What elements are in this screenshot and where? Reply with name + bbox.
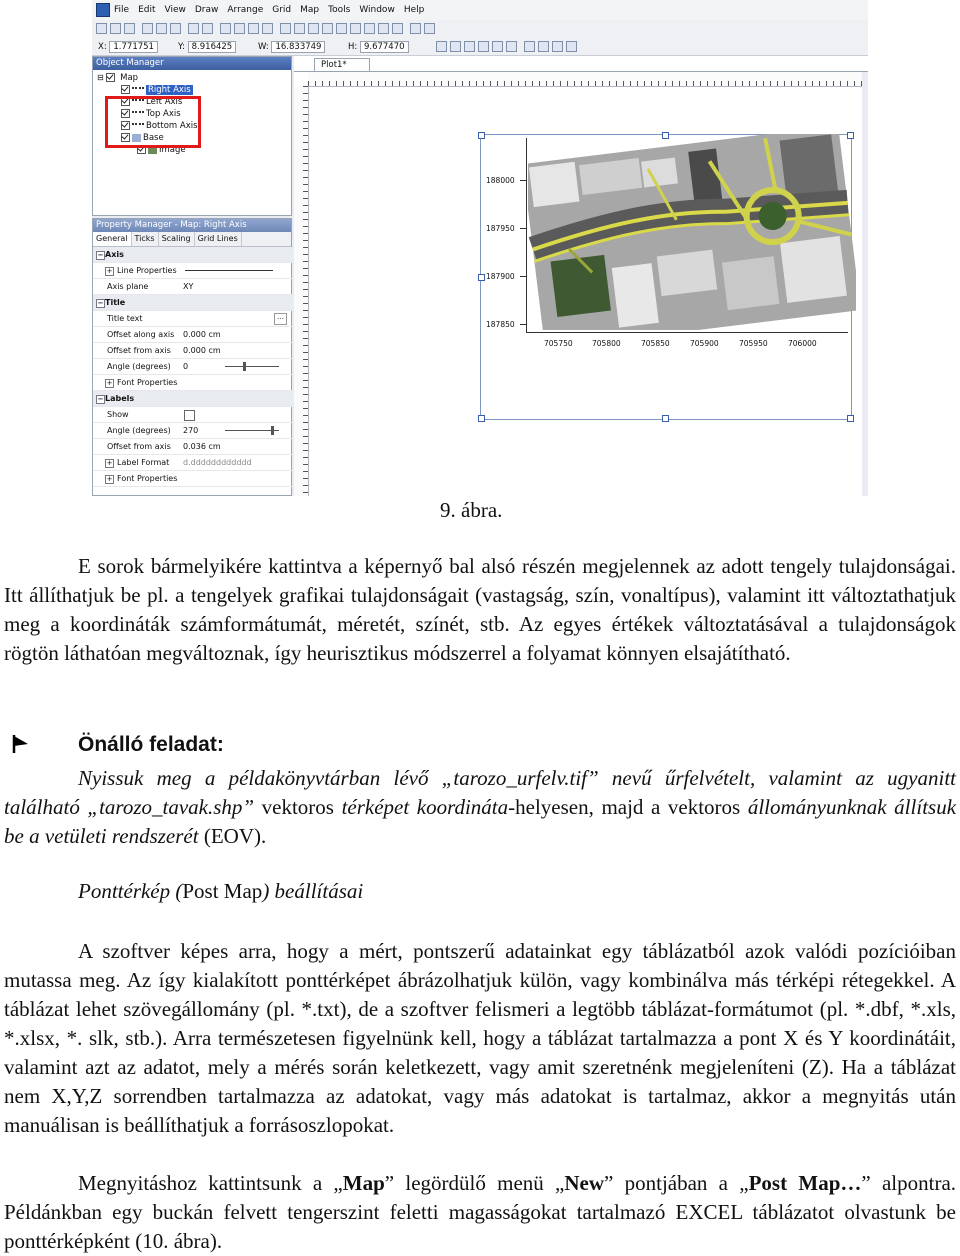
- image-map-icon[interactable]: [336, 23, 347, 34]
- task-text-part: Nyissuk meg a példakönyvtárban lévő „tarozo_urfelv.tif” nevű űrfelvételt, valamint az ugyanitt található „tarozo_tavak.shp”: [4, 766, 956, 819]
- ungroup-icon[interactable]: [538, 41, 549, 52]
- w-value-field[interactable]: 16.833749: [271, 41, 325, 53]
- scrollbar-gutter: [862, 72, 868, 496]
- expand-icon[interactable]: +: [106, 267, 113, 275]
- object-manager-title: Object Manager: [93, 57, 291, 70]
- expand-icon[interactable]: +: [106, 459, 113, 467]
- paragraph-axis-properties: E sorok bármelyikére kattintva a képernyő bal alsó részén megjelennek az adott tengely tulajdonságai. Itt állíthatjuk be pl. a tengelyek grafikai tulajdonságait (vastagság, szín, vonaltípus), valamint itt változtathatjuk meg a koordináták számformátumát, méretét, színét, stb. Az egyes értékek változtatásával a tulajdonságok rögtön láthatóan megváltoznak, így heurisztikus módszerrel a folyamat könnyen elsajátítható.: [4, 554, 956, 665]
- zoom-fit-icon[interactable]: [262, 23, 273, 34]
- tree-item-right-axis[interactable]: Right Axis: [121, 84, 193, 96]
- text-part: ” legördülő menü „: [384, 1171, 565, 1195]
- x-tick-label: 705850: [641, 339, 670, 348]
- base-map-icon[interactable]: [308, 23, 319, 34]
- y-tick-label: 187900: [486, 272, 515, 281]
- prop-offset-along-axis[interactable]: Offset along axis 0.000 cm: [93, 327, 293, 343]
- overlay-icon[interactable]: [410, 23, 421, 34]
- prop-show[interactable]: Show: [93, 407, 293, 423]
- category-title[interactable]: − Title: [93, 295, 293, 311]
- resize-handle[interactable]: [478, 274, 485, 281]
- task-text-part: -helyesen, majd a vektoros: [508, 795, 748, 819]
- x-tick-label: 705800: [592, 339, 621, 348]
- menu-bar: [92, 0, 868, 21]
- property-manager-title: Property Manager - Map: Right Axis: [93, 219, 291, 232]
- collapse-icon[interactable]: −: [97, 299, 104, 307]
- w-label: W:: [258, 42, 269, 52]
- copy-icon[interactable]: [156, 23, 167, 34]
- align-bottom-icon[interactable]: [506, 41, 517, 52]
- resize-handle[interactable]: [662, 415, 669, 422]
- new-icon[interactable]: [96, 23, 107, 34]
- text-part: ” pontjában a „: [604, 1171, 749, 1195]
- paragraph-post-map: A szoftver képes arra, hogy a mért, pontszerű adatainkat egy táblázatból azok valódi pozícióiban mutassa meg. Az így kialakított ponttérképet ábrázolhatjuk külön, vagy kombinálva más térképi rétegekkel. A táblázat lehet szövegállomány (pl. *.txt), de a szoftver felismeri a legtöbb táblázat-formátumot (pl. *.dbf, *.xls, *.xlsx, *. slk, stb.). Arra természetesen figyelnünk kell, hogy a táblázat tartalmazza a pont X és Y koordinátáit, valamint azt az adatot, mely a mérés során keletkezett, vagy amit szeretnénk megjeleníteni (Z). Ha a táblázat nem X,Y,Z sorrendben tartalmazza az adatokat, vagy más adatokat is tartalmaz, akkor a megnyitás után manuálisan is beállíthatjuk a forrásoszlopokat.: [4, 939, 956, 1137]
- menu-window[interactable]: Window: [359, 5, 395, 15]
- prop-offset-from-axis[interactable]: Offset from axis 0.000 cm: [93, 343, 293, 359]
- post-map-heading: [78, 879, 363, 904]
- contour-map-icon[interactable]: [294, 23, 305, 34]
- text-part: Megnyitáshoz kattintsunk a „: [78, 1171, 343, 1195]
- menu-file[interactable]: File: [114, 5, 130, 15]
- prop-label-font[interactable]: + Font Properties: [93, 471, 293, 487]
- checkbox[interactable]: [106, 73, 115, 82]
- prop-line-properties[interactable]: + Line Properties: [93, 263, 293, 279]
- zoom-out-icon[interactable]: [248, 23, 259, 34]
- select-icon[interactable]: [220, 23, 231, 34]
- y-coordinate: [178, 41, 236, 53]
- front-icon[interactable]: [552, 41, 563, 52]
- left-axis-line: [526, 138, 527, 332]
- tree-item-bottom-axis[interactable]: Bottom Axis: [121, 120, 198, 132]
- menu-edit[interactable]: Edit: [138, 5, 156, 15]
- align-right-icon[interactable]: [464, 41, 475, 52]
- menu-grid[interactable]: Grid: [272, 5, 292, 15]
- prop-title-text[interactable]: Title text …: [93, 311, 293, 327]
- resize-handle[interactable]: [478, 132, 485, 139]
- x-tick-label: 706000: [788, 339, 817, 348]
- task-text-part: térképet koordináta: [341, 795, 509, 819]
- cut-icon[interactable]: [142, 23, 153, 34]
- y-label: Y:: [178, 42, 185, 52]
- h-coordinate: [348, 41, 409, 53]
- collapse-icon[interactable]: ⊟: [97, 73, 104, 82]
- tree-item-left-axis[interactable]: Left Axis: [121, 96, 182, 108]
- grid-data-icon[interactable]: [280, 23, 291, 34]
- align-center-icon[interactable]: [450, 41, 461, 52]
- back-icon[interactable]: [566, 41, 577, 52]
- prop-title-font[interactable]: + Font Properties: [93, 375, 293, 391]
- expand-icon[interactable]: +: [106, 379, 113, 387]
- collapse-icon[interactable]: −: [97, 251, 104, 259]
- y-tick-label: 187950: [486, 224, 515, 233]
- ellipsis-button[interactable]: …: [274, 313, 287, 325]
- y-tick-label: 188000: [486, 176, 515, 185]
- tab-ticks[interactable]: Ticks: [132, 232, 159, 246]
- group-icon[interactable]: [524, 41, 535, 52]
- expand-icon[interactable]: +: [106, 475, 113, 483]
- axis-icon: [132, 87, 144, 92]
- menu-arrange[interactable]: Arrange: [227, 5, 264, 15]
- align-left-icon[interactable]: [436, 41, 447, 52]
- tab-plot1[interactable]: Plot1*: [314, 58, 370, 71]
- prop-title-angle[interactable]: Angle (degrees) 0: [93, 359, 293, 375]
- task-text-part: vektoros: [254, 795, 342, 819]
- collapse-icon[interactable]: −: [97, 395, 104, 403]
- bottom-axis-line: [526, 332, 848, 333]
- align-top-icon[interactable]: [478, 41, 489, 52]
- save-icon[interactable]: [124, 23, 135, 34]
- resize-handle[interactable]: [847, 415, 854, 422]
- vertical-ruler: [294, 86, 309, 496]
- y-tick-label: 187850: [486, 320, 515, 329]
- heading-part: ) beállításai: [262, 879, 364, 903]
- x-coordinate: [98, 41, 158, 53]
- category-axis[interactable]: − Axis: [93, 247, 293, 263]
- x-tick-label: 705900: [690, 339, 719, 348]
- x-value-field[interactable]: 1.771751: [109, 41, 158, 53]
- wireframe-icon[interactable]: [392, 23, 403, 34]
- properties-icon[interactable]: [424, 23, 435, 34]
- angle-slider-track[interactable]: [225, 366, 279, 367]
- menu-tools[interactable]: Tools: [328, 5, 351, 15]
- menu-draw[interactable]: Draw: [194, 5, 219, 15]
- paste-icon[interactable]: [170, 23, 181, 34]
- undo-icon[interactable]: [188, 23, 199, 34]
- angle-slider-thumb[interactable]: [271, 426, 274, 435]
- shaded-relief-icon[interactable]: [350, 23, 361, 34]
- redo-icon[interactable]: [202, 23, 213, 34]
- y-value-field[interactable]: 8.916425: [188, 41, 237, 53]
- menu-map[interactable]: Map: [300, 5, 320, 15]
- line-sample: [185, 270, 273, 271]
- vector-map-icon[interactable]: [364, 23, 375, 34]
- heading-part: Post Map: [182, 879, 263, 903]
- highlight-box: [105, 96, 201, 148]
- prop-label-format[interactable]: + Label Format d.dddddddddddd: [93, 455, 293, 471]
- task-heading: Önálló feladat:: [78, 733, 224, 756]
- tab-scaling[interactable]: Scaling: [159, 232, 195, 246]
- task-text-part: (EOV).: [198, 824, 267, 848]
- text-part: ” alpontra. Példánkban egy buckán felvett tengerszint feletti magasságokat tartalmazó EXCEL táblázatot olvastunk be ponttérképként (10. ábra).: [4, 1171, 957, 1253]
- x-label: X:: [98, 42, 107, 52]
- tree-item-top-axis[interactable]: Top Axis: [121, 108, 181, 120]
- plot-document: [294, 56, 868, 496]
- coordinate-toolbar: [92, 38, 868, 56]
- app-icon: [96, 3, 110, 17]
- surface-icon[interactable]: [378, 23, 389, 34]
- checkbox[interactable]: [121, 85, 130, 94]
- resize-handle[interactable]: [478, 415, 485, 422]
- prop-label-offset[interactable]: Offset from axis 0.036 cm: [93, 439, 293, 455]
- horizontal-ruler: [308, 72, 868, 87]
- tab-grid-lines[interactable]: Grid Lines: [195, 232, 242, 246]
- paragraph-open-post-map: [4, 1169, 956, 1256]
- surfer-screenshot: [92, 0, 868, 496]
- h-label: H:: [348, 42, 358, 52]
- category-labels[interactable]: − Labels: [93, 391, 293, 407]
- show-checkbox[interactable]: [184, 410, 195, 421]
- satellite-image: [528, 134, 856, 330]
- open-icon[interactable]: [110, 23, 121, 34]
- task-text-part: állományunknak állítsuk be a vetületi rendszerét: [4, 795, 957, 848]
- menu-view[interactable]: View: [164, 5, 186, 15]
- angle-slider-thumb[interactable]: [243, 362, 246, 371]
- property-manager-panel: [92, 218, 292, 496]
- w-coordinate: [258, 41, 325, 53]
- align-middle-icon[interactable]: [492, 41, 503, 52]
- tree-item-image[interactable]: Image: [137, 144, 186, 156]
- zoom-in-icon[interactable]: [234, 23, 245, 34]
- heading-part: Ponttérkép (: [78, 879, 183, 903]
- post-map-icon[interactable]: [322, 23, 333, 34]
- prop-label-angle[interactable]: Angle (degrees) 270: [93, 423, 293, 439]
- tab-general[interactable]: General: [93, 232, 132, 246]
- text-part-bold: New: [564, 1171, 605, 1195]
- main-toolbar: [92, 20, 868, 39]
- h-value-field[interactable]: 9.677470: [360, 41, 409, 53]
- property-tabs: [93, 232, 291, 247]
- menu-help[interactable]: Help: [403, 5, 425, 15]
- x-tick-label: 705950: [739, 339, 768, 348]
- pen-icon: [10, 733, 32, 755]
- prop-axis-plane[interactable]: Axis plane XY: [93, 279, 293, 295]
- text-part-bold: Map: [342, 1171, 385, 1195]
- tree-item-map[interactable]: ⊟ Map: [97, 73, 139, 83]
- task-text: [4, 764, 956, 851]
- x-tick-label: 705750: [544, 339, 573, 348]
- figure-caption: 9. ábra.: [440, 498, 503, 522]
- object-manager-panel: [92, 56, 292, 216]
- text-part-bold: Post Map…: [748, 1171, 862, 1195]
- tree-item-base[interactable]: Base: [121, 132, 164, 144]
